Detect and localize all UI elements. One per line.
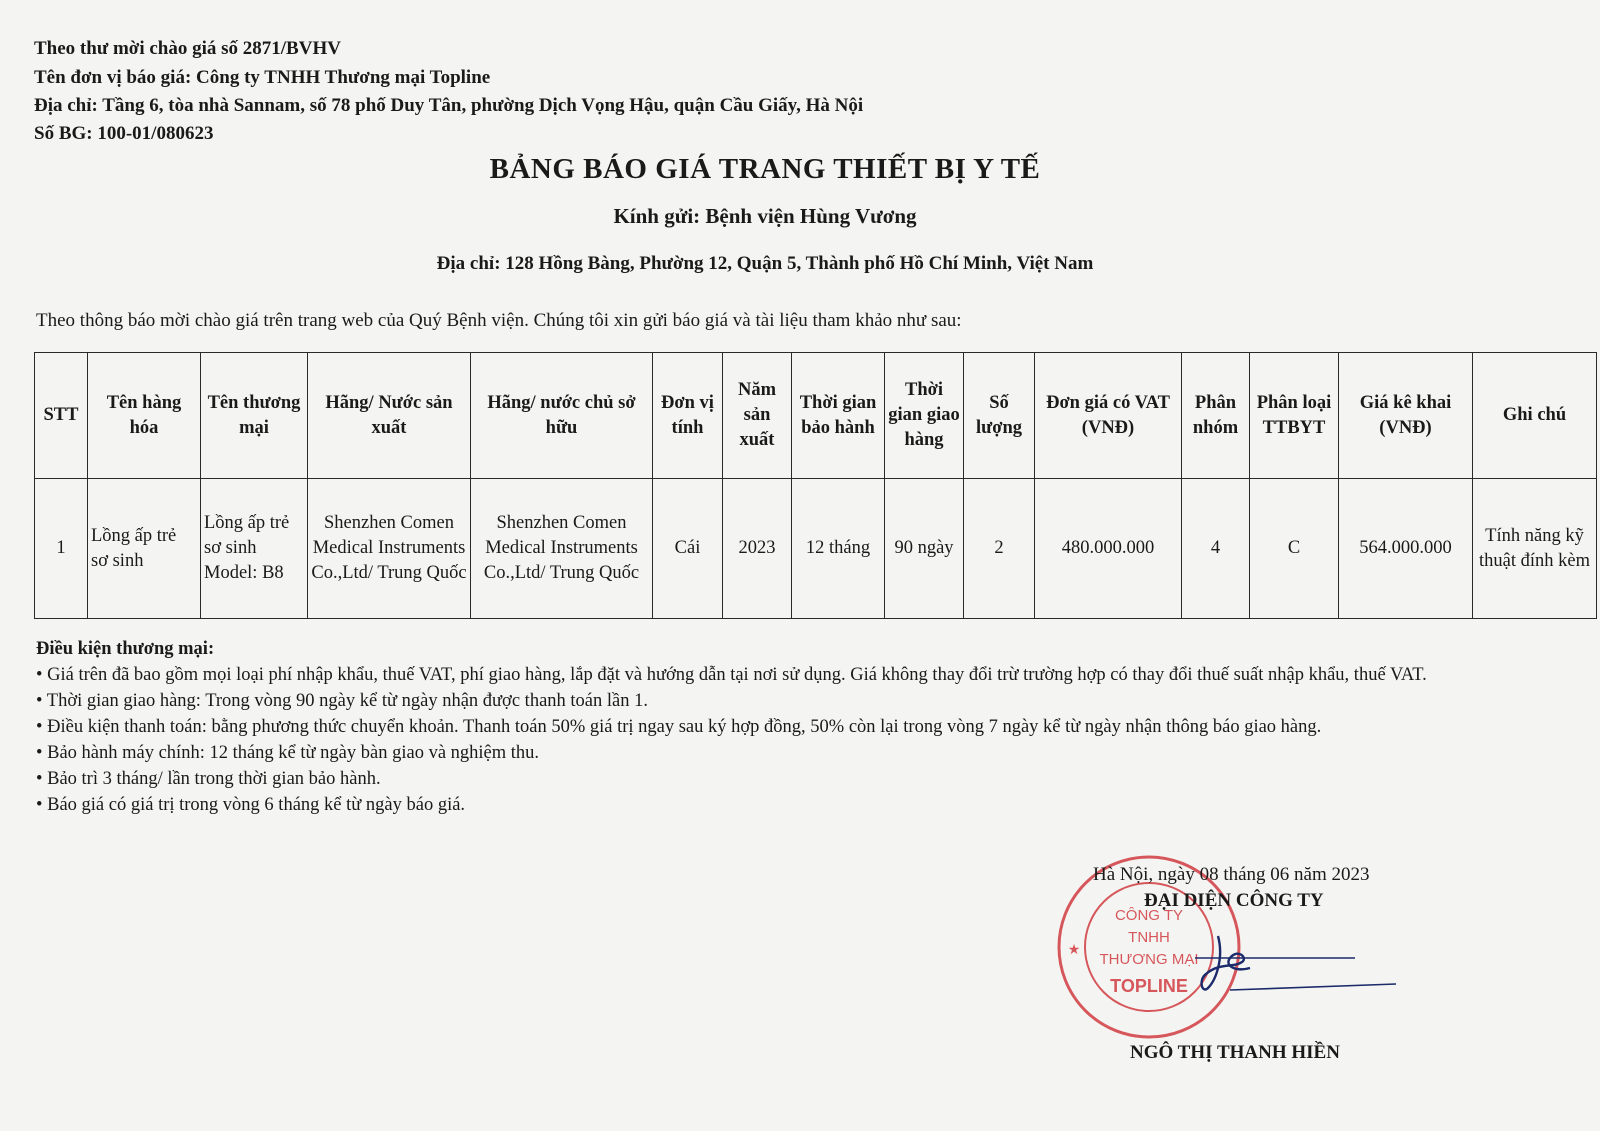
place-and-date: Hà Nội, ngày 08 tháng 06 năm 2023 bbox=[1093, 864, 1370, 885]
invitation-ref: Theo thư mời chào giá số 2871/BVHV bbox=[34, 38, 341, 59]
col-header-manufacturer: Hãng/ Nước sản xuất bbox=[308, 353, 471, 479]
intro-text: Theo thông báo mời chào giá trên trang web của Quý Bệnh viện. Chúng tôi xin gửi báo giá và tài liệu tham khảo như sau: bbox=[36, 310, 962, 331]
col-header-delivery: Thời gian giao hàng bbox=[885, 353, 964, 479]
recipient-address: Địa chỉ: 128 Hồng Bàng, Phường 12, Quận 5, Thành phố Hồ Chí Minh, Việt Nam bbox=[436, 253, 1094, 274]
stamp-line-4: TOPLINE bbox=[1110, 976, 1188, 996]
cell-unit: Cái bbox=[653, 479, 723, 619]
cell-trade-name: Lồng ấp trẻ sơ sinh Model: B8 bbox=[201, 479, 308, 619]
col-header-owner: Hãng/ nước chủ sở hữu bbox=[471, 353, 653, 479]
col-header-declared-price: Giá kê khai (VNĐ) bbox=[1339, 353, 1473, 479]
cell-quantity: 2 bbox=[964, 479, 1035, 619]
condition-item: • Bảo hành máy chính: 12 tháng kể từ ngày bàn giao và nghiệm thu. bbox=[36, 743, 540, 763]
cell-year: 2023 bbox=[723, 479, 792, 619]
col-header-stt: STT bbox=[35, 353, 88, 479]
quoting-company: Tên đơn vị báo giá: Công ty TNHH Thương mại Topline bbox=[34, 67, 491, 88]
quote-number: Số BG: 100-01/080623 bbox=[34, 123, 214, 144]
condition-item: • Thời gian giao hàng: Trong vòng 90 ngày kể từ ngày nhận được thanh toán lần 1. bbox=[36, 691, 648, 711]
condition-item: • Giá trên đã bao gồm mọi loại phí nhập khẩu, thuế VAT, phí giao hàng, lắp đặt và hướng dẫn tại nơi sử dụng. Giá không thay đổi trừ trường hợp có thay đổi thuế suất nhập khẩu, thuế VAT. bbox=[36, 665, 1427, 685]
col-header-year: Năm sản xuất bbox=[723, 353, 792, 479]
condition-item: • Bảo trì 3 tháng/ lần trong thời gian bảo hành. bbox=[36, 769, 381, 789]
cell-note: Tính năng kỹ thuật đính kèm bbox=[1473, 479, 1597, 619]
stamp-line-3: THƯƠNG MẠI bbox=[1099, 951, 1199, 968]
cell-owner: Shenzhen Comen Medical Instruments Co.,Ltd/ Trung Quốc bbox=[471, 479, 653, 619]
cell-item-name: Lồng ấp trẻ sơ sinh bbox=[88, 479, 201, 619]
col-header-unit: Đơn vị tính bbox=[653, 353, 723, 479]
signer-name: NGÔ THỊ THANH HIỀN bbox=[1130, 1042, 1340, 1063]
cell-unit-price: 480.000.000 bbox=[1035, 479, 1182, 619]
cell-declared-price: 564.000.000 bbox=[1339, 479, 1473, 619]
col-header-warranty: Thời gian bảo hành bbox=[792, 353, 885, 479]
col-header-item-name: Tên hàng hóa bbox=[88, 353, 201, 479]
col-header-group: Phân nhóm bbox=[1182, 353, 1250, 479]
signature-icon bbox=[1190, 918, 1430, 1008]
recipient: Kính gửi: Bệnh viện Hùng Vương bbox=[613, 204, 917, 228]
cell-delivery: 90 ngày bbox=[885, 479, 964, 619]
stamp-line-1: CÔNG TY bbox=[1114, 907, 1184, 924]
table-header-row bbox=[35, 353, 1597, 479]
representative-title: ĐẠI DIỆN CÔNG TY bbox=[1144, 890, 1324, 911]
document-title: BẢNG BÁO GIÁ TRANG THIẾT BỊ Y TẾ bbox=[489, 153, 1041, 185]
col-header-unit-price: Đơn giá có VAT (VNĐ) bbox=[1035, 353, 1182, 479]
cell-stt: 1 bbox=[35, 479, 88, 619]
cell-warranty: 12 tháng bbox=[792, 479, 885, 619]
commercial-conditions bbox=[36, 636, 1486, 818]
conditions-title: Điều kiện thương mại: bbox=[36, 639, 215, 659]
table-row bbox=[35, 479, 1597, 619]
col-header-quantity: Số lượng bbox=[964, 353, 1035, 479]
stamp-line-2: TNHH bbox=[1128, 929, 1170, 946]
cell-class: C bbox=[1250, 479, 1339, 619]
col-header-trade-name: Tên thương mại bbox=[201, 353, 308, 479]
col-header-class: Phân loại TTBYT bbox=[1250, 353, 1339, 479]
stamp-star-icon: ★ bbox=[1067, 941, 1081, 957]
quote-table bbox=[34, 352, 1597, 619]
company-address: Địa chỉ: Tầng 6, tòa nhà Sannam, số 78 phố Duy Tân, phường Dịch Vọng Hậu, quận Cầu Giấy, Hà Nội bbox=[34, 95, 864, 116]
condition-item: • Báo giá có giá trị trong vòng 6 tháng kể từ ngày báo giá. bbox=[36, 795, 466, 815]
cell-group: 4 bbox=[1182, 479, 1250, 619]
col-header-note: Ghi chú bbox=[1473, 353, 1597, 479]
condition-item: • Điều kiện thanh toán: bằng phương thức chuyển khoản. Thanh toán 50% giá trị ngay sau ký hợp đồng, 50% còn lại trong vòng 7 ngày kể từ ngày nhận thông báo giao hàng. bbox=[36, 717, 1322, 737]
cell-manufacturer: Shenzhen Comen Medical Instruments Co.,Ltd/ Trung Quốc bbox=[308, 479, 471, 619]
